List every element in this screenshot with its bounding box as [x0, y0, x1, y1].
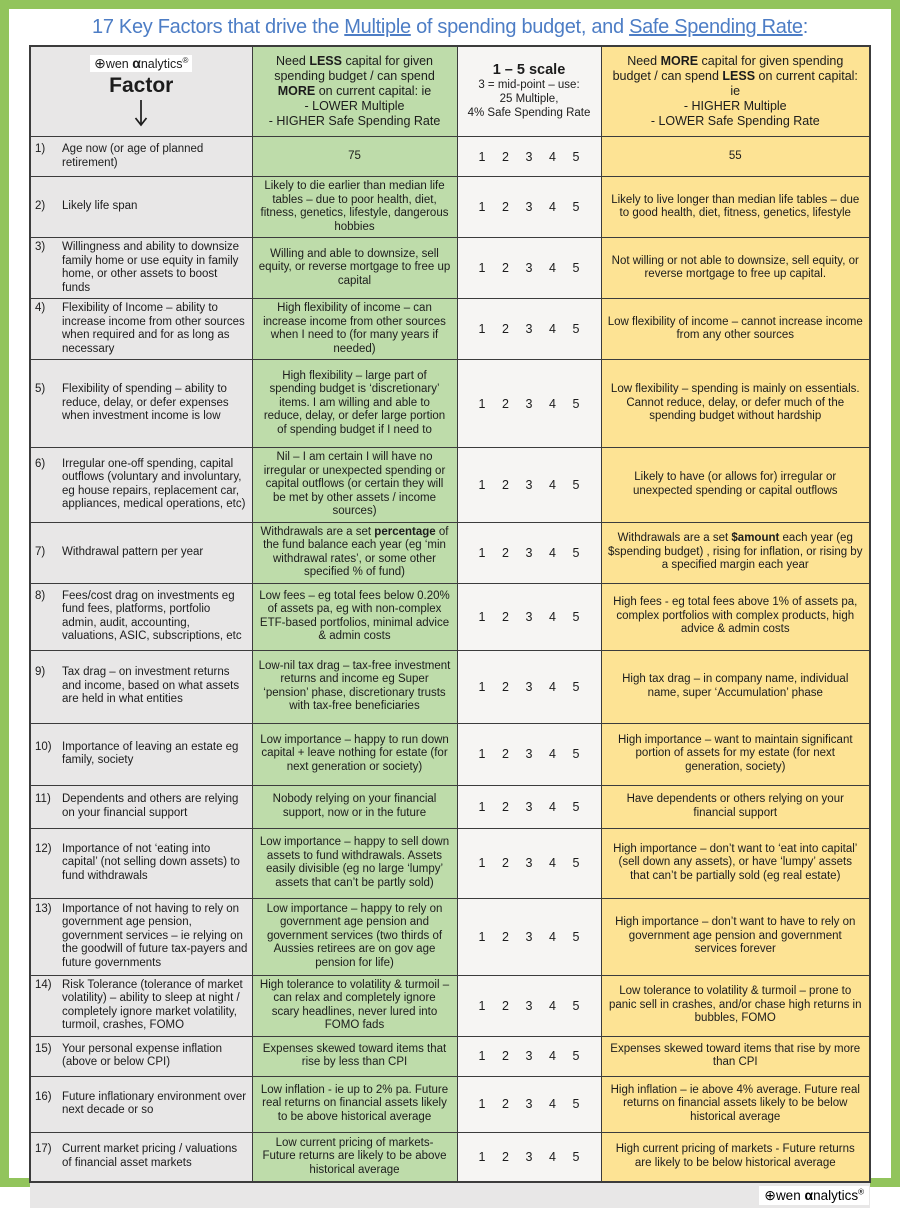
title-text: : [802, 16, 808, 38]
row-number: 3) [35, 241, 46, 253]
row-number: 5) [35, 383, 46, 396]
factor-header-cell [30, 46, 252, 137]
header-row [30, 46, 870, 137]
table-row [30, 448, 870, 523]
scale-cell [457, 522, 601, 583]
scale-value: 5 [572, 609, 580, 624]
table-row [30, 522, 870, 583]
scale-value: 4 [549, 322, 556, 336]
factor-cell [30, 448, 252, 523]
scale-cell [457, 1076, 601, 1132]
row-number: 13) [35, 902, 52, 915]
factor-cell [30, 785, 252, 828]
scale-value: 2 [502, 799, 509, 814]
scale-value: 4 [549, 799, 556, 814]
scale-value: 5 [572, 679, 580, 694]
registered-mark: ® [182, 55, 189, 65]
less-capital-cell: Low importance – happy to rely on government age pension and government services (two thirds of Aussies retirees are on gov age pension for life) [252, 898, 457, 975]
scale-value: 4 [549, 856, 556, 870]
factor-label: Fees/cost drag on investments eg fund fees, platforms, portfolio admin, audit, accounting, valuations, ASIC, subscriptions, etc [62, 589, 242, 642]
row-number: 7) [35, 545, 46, 558]
scale-value: 2 [502, 396, 509, 411]
scale-value: 1 [478, 200, 486, 214]
scale-value: 2 [502, 998, 509, 1013]
scale-value: 5 [572, 856, 580, 870]
scale-value: 3 [525, 396, 533, 411]
table-row [30, 299, 870, 360]
scale-value: 1 [478, 1097, 486, 1111]
row-number: 16) [35, 1090, 52, 1103]
scale-value: 1 [478, 1049, 486, 1063]
owen-analytics-logo [759, 1186, 869, 1205]
target-icon: ⊕ [94, 55, 106, 71]
factor-cell [30, 975, 252, 1036]
scale-value: 5 [572, 799, 580, 814]
less-capital-cell: 75 [252, 137, 457, 177]
factor-cell [30, 650, 252, 723]
table-row [30, 723, 870, 785]
scale-value: 2 [502, 545, 509, 560]
factor-cell [30, 723, 252, 785]
more-capital-cell: High inflation – ie above 4% average. Future real returns on financial assets likely to be below historical average [601, 1076, 870, 1132]
scale-value: 3 [525, 545, 533, 560]
table-row [30, 1076, 870, 1132]
factor-cell [30, 522, 252, 583]
row-number: 15) [35, 1042, 52, 1055]
scale-value: 2 [502, 1149, 509, 1164]
scale-value: 5 [572, 545, 580, 560]
scale-value: 2 [502, 679, 509, 694]
scale-value: 3 [525, 799, 533, 814]
less-capital-cell: Nobody relying on your financial support, now or in the future [252, 785, 457, 828]
scale-value: 5 [572, 747, 580, 761]
scale-value: 5 [572, 149, 580, 164]
row-number: 8) [35, 589, 46, 602]
scale-value: 4 [549, 149, 556, 164]
scale-value: 3 [525, 856, 533, 870]
title-underlined-multiple: Multiple [344, 16, 411, 38]
table-row [30, 238, 870, 299]
scale-value: 3 [525, 929, 533, 944]
factor-cell [30, 898, 252, 975]
logo-text: wen [105, 57, 133, 71]
more-capital-cell: Have dependents or others relying on your financial support [601, 785, 870, 828]
scale-value: 5 [572, 998, 580, 1013]
factor-cell [30, 137, 252, 177]
more-capital-cell: Low flexibility – spending is mainly on essentials. Cannot reduce, delay, or defer much of the spending budget without hardship [601, 360, 870, 448]
scale-header: 1 – 5 scale 3 = mid-point – use: 25 Multiple, 4% Safe Spending Rate [457, 46, 601, 137]
scale-value: 1 [478, 149, 486, 164]
table-row [30, 137, 870, 177]
title-text: 17 Key Factors that drive the [92, 16, 345, 38]
scale-cell [457, 448, 601, 523]
scale-value: 2 [502, 261, 509, 275]
scale-cell [457, 360, 601, 448]
scale-value: 5 [572, 477, 580, 492]
scale-value: 2 [502, 149, 509, 164]
scale-value: 4 [549, 609, 556, 624]
more-capital-cell: Expenses skewed toward items that rise by more than CPI [601, 1036, 870, 1076]
less-capital-cell: High flexibility – large part of spending budget is ‘discretionary’ items. I am willing and able to reduce, delay, or defer large portion of spending budget if I need to [252, 360, 457, 448]
less-capital-cell: High flexibility of income – can increase income from other sources when I need to (for many years if needed) [252, 299, 457, 360]
factor-cell [30, 360, 252, 448]
factor-cell [30, 583, 252, 650]
factor-cell [30, 238, 252, 299]
table-row [30, 177, 870, 238]
row-number: 17) [35, 1143, 52, 1156]
row-number: 9) [35, 666, 46, 679]
page-title [9, 16, 891, 39]
table-row [30, 898, 870, 975]
more-capital-cell: High tax drag – in company name, individual name, super ‘Accumulation’ phase [601, 650, 870, 723]
scale-cell [457, 785, 601, 828]
factor-cell [30, 828, 252, 898]
factor-label: Your personal expense inflation (above or below CPI) [62, 1042, 223, 1068]
scale-value: 2 [502, 200, 509, 214]
scale-value: 5 [572, 1149, 580, 1164]
scale-value: 5 [572, 396, 580, 411]
less-capital-cell: Low importance – happy to run down capital + leave nothing for estate (for next generation or society) [252, 723, 457, 785]
scale-value: 1 [478, 477, 486, 492]
row-number: 14) [35, 978, 52, 991]
factor-label: Likely life span [62, 200, 138, 213]
scale-value: 4 [549, 545, 556, 560]
scale-value: 3 [525, 200, 533, 214]
more-capital-cell: Likely to live longer than median life tables – due to good health, diet, fitness, genetics, lifestyle [601, 177, 870, 238]
logo-text: wen [775, 1188, 805, 1203]
scale-cell [457, 898, 601, 975]
title-text: of spending budget, and [410, 16, 630, 38]
factor-cell [30, 1036, 252, 1076]
scale-cell [457, 828, 601, 898]
scale-cell [457, 1036, 601, 1076]
table-row [30, 650, 870, 723]
factor-label: Current market pricing / valuations of financial asset markets [62, 1143, 238, 1169]
scale-value: 3 [525, 998, 533, 1013]
row-number: 6) [35, 457, 46, 470]
logo-text: nalytics [140, 57, 183, 71]
scale-value: 2 [502, 929, 509, 944]
factor-cell [30, 177, 252, 238]
more-capital-cell: High importance – don’t want to have to rely on government age pension and government services forever [601, 898, 870, 975]
scale-value: 5 [572, 1049, 580, 1063]
row-number: 11) [35, 793, 51, 805]
scale-value: 5 [572, 322, 580, 336]
scale-value: 2 [502, 609, 509, 624]
scale-value: 3 [525, 322, 533, 336]
more-capital-cell: Low tolerance to volatility & turmoil – prone to panic sell in crashes, and/or chase high returns in bubbles, FOMO [601, 975, 870, 1036]
more-capital-cell: Likely to have (or allows for) irregular or unexpected spending or capital outflows [601, 448, 870, 523]
factor-label: Flexibility of Income – ability to increase income from other sources when required and for as long as necessary [62, 302, 245, 355]
table-row [30, 785, 870, 828]
alpha-glyph: α [804, 1187, 814, 1203]
scale-value: 4 [549, 929, 556, 944]
scale-value: 1 [478, 396, 486, 411]
factor-label: Willingness and ability to downsize family home or use equity in family home, or other assets to boost funds [62, 241, 240, 294]
scale-value: 3 [525, 1097, 533, 1111]
scale-value: 1 [478, 261, 486, 275]
scale-value: 4 [549, 396, 556, 411]
scale-cell [457, 975, 601, 1036]
scale-value: 2 [502, 856, 509, 870]
more-capital-cell: High importance – want to maintain significant portion of assets for my estate (for next generation, society) [601, 723, 870, 785]
less-capital-cell: Nil – I am certain I will have no irregular or unexpected spending or capital outflows (or certain they will be met by other assets / income sources) [252, 448, 457, 523]
table-row [30, 360, 870, 448]
more-capital-cell: High fees - eg total fees above 1% of assets pa, complex portfolios with complex products, high advice & admin costs [601, 583, 870, 650]
table-row [30, 828, 870, 898]
factor-cell [30, 299, 252, 360]
factor-label: Importance of not ‘eating into capital’ (not selling down assets) to fund withdrawals [62, 842, 240, 882]
less-capital-cell: Low fees – eg total fees below 0.20% of assets pa, eg with non-complex ETF-based portfolios, minimal advice & admin costs [252, 583, 457, 650]
scale-value: 3 [525, 149, 533, 164]
scale-value: 1 [478, 679, 486, 694]
scale-value: 3 [525, 747, 533, 761]
scale-value: 3 [525, 679, 533, 694]
less-capital-cell: Low inflation - ie up to 2% pa. Future real returns on financial assets likely to be above historical average [252, 1076, 457, 1132]
scale-value: 4 [549, 200, 556, 214]
factor-label: Tax drag – on investment returns and income, based on what assets are held in what entities [62, 666, 240, 706]
scale-value: 3 [525, 261, 533, 275]
scale-value: 4 [549, 747, 556, 761]
less-capital-cell: High tolerance to volatility & turmoil – can relax and completely ignore scary headlines, never lured into FOMO fads [252, 975, 457, 1036]
scale-cell [457, 238, 601, 299]
scale-value: 2 [502, 747, 509, 761]
factor-label: Flexibility of spending – ability to reduce, delay, or defer expenses when investment income is low [62, 383, 229, 423]
down-arrow-icon [33, 100, 250, 128]
scale-value: 1 [478, 322, 486, 336]
scale-value: 5 [572, 200, 580, 214]
scale-value: 1 [478, 856, 486, 870]
row-number: 10) [35, 740, 52, 753]
scale-value: 4 [549, 1149, 556, 1164]
factor-label: Dependents and others are relying on your financial support [62, 793, 239, 819]
scale-value: 2 [502, 477, 509, 492]
row-number: 12) [35, 842, 52, 855]
scale-value: 4 [549, 998, 556, 1013]
factor-label: Irregular one-off spending, capital outflows (voluntary and involuntary, eg house repairs, replacement car, appliances, medical operations, etc) [62, 457, 246, 511]
less-capital-cell: Willing and able to downsize, sell equity, or reverse mortgage to free up capital [252, 238, 457, 299]
scale-value: 2 [502, 322, 509, 336]
factor-label: Age now (or age of planned retirement) [62, 143, 204, 169]
owen-analytics-logo [90, 55, 192, 72]
more-capital-header: Need MORE capital for given spending budget / can spend LESS on current capital: ie - HIGHER Multiple - LOWER Safe Spending Rate [601, 46, 870, 137]
scale-value: 4 [549, 1049, 556, 1063]
scale-value: 4 [549, 1097, 556, 1111]
scale-value: 4 [549, 477, 556, 492]
scale-cell [457, 723, 601, 785]
scale-value: 1 [478, 609, 486, 624]
more-capital-cell: Low flexibility of income – cannot increase income from any other sources [601, 299, 870, 360]
scale-value: 1 [478, 747, 486, 761]
registered-mark: ® [858, 1187, 864, 1197]
more-capital-cell: 55 [601, 137, 870, 177]
factors-table [29, 45, 871, 1183]
scale-value: 1 [478, 545, 486, 560]
less-capital-cell: Withdrawals are a set percentage of the fund balance each year (eg ‘min withdrawal rates’, or some other specified % of fund) [252, 522, 457, 583]
table-row [30, 975, 870, 1036]
less-capital-cell: Low current pricing of markets- Future returns are likely to be above historical average [252, 1132, 457, 1182]
less-capital-cell: Likely to die earlier than median life tables – due to poor health, diet, fitness, genetics, lifestyle, dangerous hobbies [252, 177, 457, 238]
scale-cell [457, 1132, 601, 1182]
scale-value: 5 [572, 1097, 580, 1111]
more-capital-cell: High current pricing of markets - Future returns are likely to be below historical average [601, 1132, 870, 1182]
factor-label: Importance of leaving an estate eg family, society [62, 740, 239, 766]
factor-label: Withdrawal pattern per year [62, 545, 204, 558]
row-number: 1) [35, 143, 46, 155]
factor-label: Future inflationary environment over next decade or so [62, 1090, 247, 1116]
factor-label: Risk Tolerance (tolerance of market volatility) – ability to sleep at night / completely ignore market volatility, turmoil, crashes, FOMO [62, 978, 243, 1031]
scale-value: 3 [525, 1149, 533, 1164]
scale-cell [457, 177, 601, 238]
scale-value: 3 [525, 1049, 533, 1063]
scale-value: 2 [502, 1049, 509, 1063]
scale-value: 4 [549, 679, 556, 694]
alpha-glyph: α [132, 55, 141, 71]
scale-cell [457, 650, 601, 723]
row-number: 2) [35, 200, 46, 213]
less-capital-cell: Expenses skewed toward items that rise by less than CPI [252, 1036, 457, 1076]
scale-value: 1 [478, 799, 486, 814]
scale-value: 3 [525, 477, 533, 492]
more-capital-cell: High importance – don’t want to ‘eat into capital’ (sell down any assets), or have ‘lumpy’ assets that can’t be partially sold (eg real estate) [601, 828, 870, 898]
logo-text: nalytics [813, 1188, 859, 1203]
scale-value: 2 [502, 1097, 509, 1111]
factor-label: Importance of not having to rely on government age pension, government services – ie relying on the goodwill of future tax-payers and future governments [62, 902, 248, 969]
scale-cell [457, 299, 601, 360]
less-capital-cell: Low-nil tax drag – tax-free investment returns and income eg Super ‘pension’ phase, discretionary trusts with tax-free beneficiaries [252, 650, 457, 723]
less-capital-header: Need LESS capital for given spending budget / can spend MORE on current capital: ie - LOWER Multiple - HIGHER Safe Spending Rate [252, 46, 457, 137]
factor-column-title: Factor [109, 74, 174, 97]
scale-value: 3 [525, 609, 533, 624]
target-icon: ⊕ [764, 1187, 776, 1203]
row-number: 4) [35, 302, 46, 314]
more-capital-cell: Not willing or not able to downsize, sell equity, or reverse mortgage to free up capital. [601, 238, 870, 299]
scale-cell [457, 583, 601, 650]
scale-value: 1 [478, 1149, 486, 1164]
less-capital-cell: Low importance – happy to sell down assets to fund withdrawals. Assets easily divisible (eg no large ‘lumpy’ assets that can’t be partly sold) [252, 828, 457, 898]
table-row [30, 583, 870, 650]
scale-value: 1 [478, 998, 486, 1013]
scale-value: 4 [549, 261, 556, 275]
scale-value: 1 [478, 929, 486, 944]
scale-cell [457, 137, 601, 177]
scale-value: 5 [572, 261, 580, 275]
scale-value: 5 [572, 929, 580, 944]
factor-cell [30, 1076, 252, 1132]
more-capital-cell: Withdrawals are a set $amount each year (eg $spending budget) , rising for inflation, or rising by a specified margin each year [601, 522, 870, 583]
title-underlined-safe-spending-rate: Safe Spending Rate [629, 16, 803, 38]
table-row [30, 1036, 870, 1076]
factor-cell [30, 1132, 252, 1182]
table-row [30, 1132, 870, 1182]
